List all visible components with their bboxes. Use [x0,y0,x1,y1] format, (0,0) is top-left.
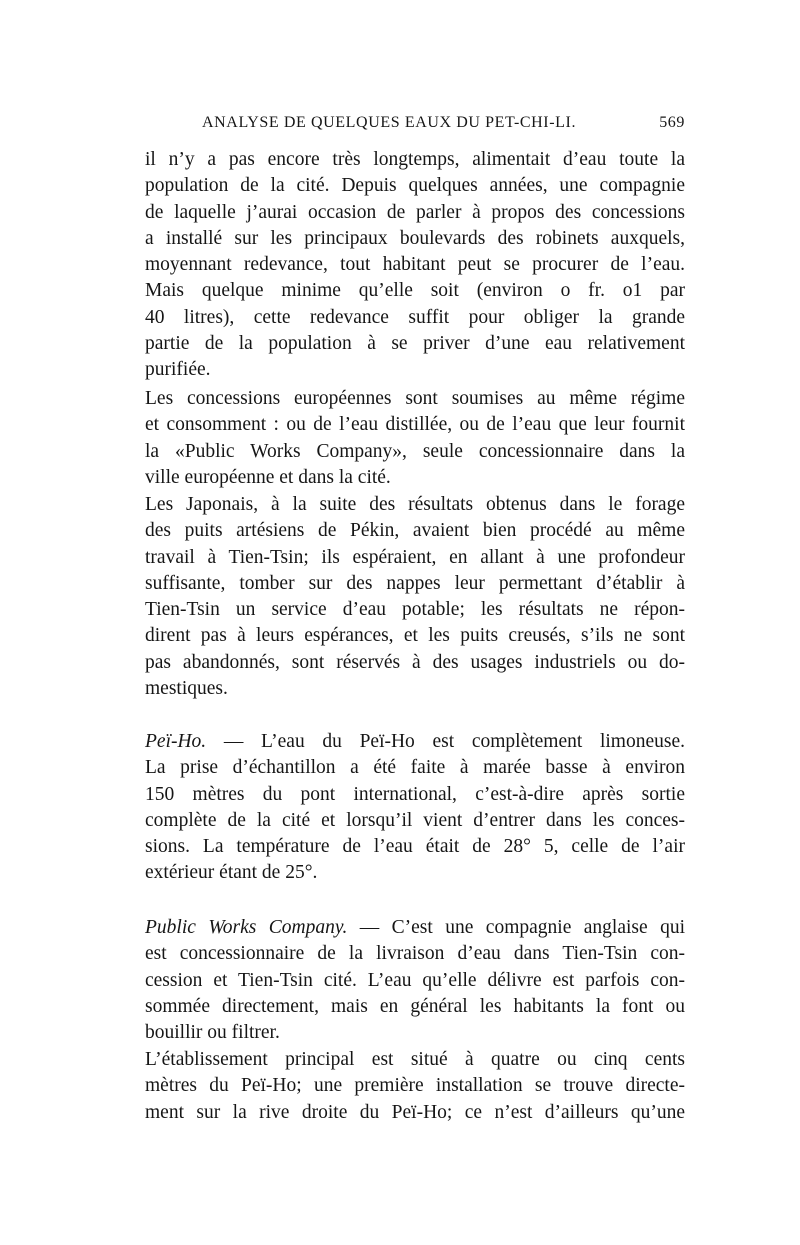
text-line: Les concessions européennes sont soumises au même régime [145,388,685,409]
text-line: la «Public Works Company», seule concessionnaire dans la [145,440,685,462]
text-line: de laquelle j’aurai occasion de parler à propos des concessions [145,201,685,223]
running-title: ANALYSE DE QUELQUES EAUX DU PET-CHI-LI. [202,114,577,131]
text-line: moyennant redevance, tout habitant peut se procurer de l’eau. [145,254,685,276]
text-line: 150 mètres du pont international, c’est-à-dire après sortie [145,783,685,805]
text-line: ment sur la rive droite du Peï-Ho; ce n’est d’ailleurs qu’une [145,1101,685,1123]
section-lead-public-works: Public Works Company. [145,917,348,938]
text-line: partie de la population à se priver d’une eau relativement [145,333,685,355]
text-line: purifiée. [145,359,211,381]
text-line [145,729,685,755]
paragraph-japonais [145,492,685,702]
text-line: cession et Tien-Tsin cité. L’eau qu’elle délivre est parfois con- [145,969,685,991]
text-line: bouillir ou filtrer. [145,1022,280,1044]
text-line: est concessionnaire de la livraison d’eau dans Tien-Tsin con- [145,943,685,965]
text-line: Tien-Tsin un service d’eau potable; les résultats ne répon- [145,599,685,621]
paragraph-continuation [145,147,685,384]
section-lead-pei-ho: Peï-Ho. [145,731,207,752]
text-line: La prise d’échantillon a été faite à marée basse à environ [145,757,685,779]
text-line: et consomment : ou de l’eau distillée, ou de l’eau que leur fournit [145,414,685,436]
page-number: 569 [659,114,685,131]
paragraph-etablissement [145,1047,685,1126]
text-line [145,915,685,941]
text-line: suffisante, tomber sur des nappes leur permettant d’établir à [145,572,685,594]
text-line: il n’y a pas encore très longtemps, alimentait d’eau toute la [145,149,685,170]
text-line: mètres du Peï-Ho; une première installation se trouve directe- [145,1075,685,1097]
text-line-rest: — C’est une compagnie anglaise qui [347,917,685,938]
text-line: Mais quelque minime qu’elle soit (environ o fr. o1 par [145,280,685,302]
text-line: dirent pas à leurs espérances, et les puits creusés, s’ils ne sont [145,625,685,647]
text-line: mestiques. [145,678,228,700]
paragraph-public-works [145,915,685,1046]
text-line: des puits artésiens de Pékin, avaient bien procédé au même [145,520,685,542]
paragraph-concessions [145,386,685,491]
text-line: pas abandonnés, sont réservés à des usages industriels ou do- [145,651,685,673]
text-line: Les Japonais, à la suite des résultats obtenus dans le forage [145,494,685,515]
text-line: ville européenne et dans la cité. [145,466,391,488]
text-line: a installé sur les principaux boulevards des robinets auxquels, [145,227,685,249]
text-line: extérieur étant de 25°. [145,862,318,884]
running-header [150,114,685,140]
text-line: travail à Tien-Tsin; ils espéraient, en allant à une profondeur [145,546,685,568]
text-line: 40 litres), cette redevance suffit pour obliger la grande [145,306,685,328]
paragraph-pei-ho [145,729,685,887]
text-line: complète de la cité et lorsqu’il vient d’entrer dans les conces- [145,809,685,831]
text-line-rest: — L’eau du Peï-Ho est complètement limoneuse. [206,731,685,752]
text-line: sions. La température de l’eau était de 28° 5, celle de l’air [145,836,685,858]
text-line: population de la cité. Depuis quelques années, une compagnie [145,175,685,197]
text-line: sommée directement, mais en général les habitants la font ou [145,995,685,1017]
text-line: L’établissement principal est situé à quatre ou cinq cents [145,1049,685,1070]
